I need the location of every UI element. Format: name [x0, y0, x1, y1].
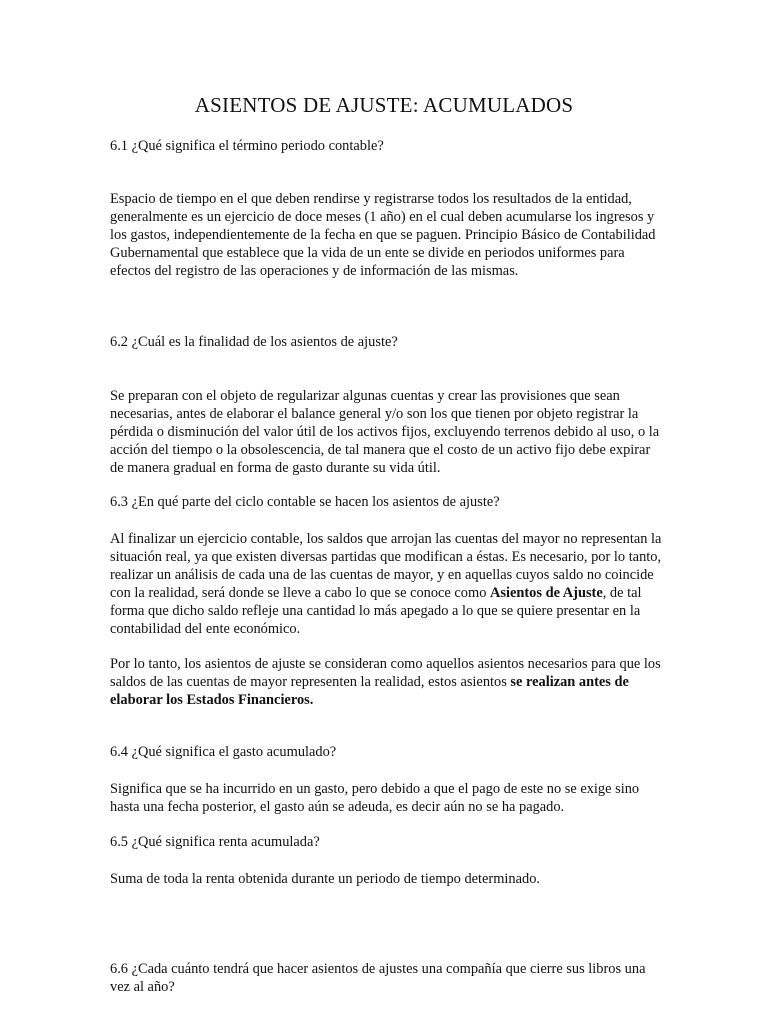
answer-6-3-paragraph-2 [110, 655, 662, 709]
answer-6-3-text: Al finalizar un ejercicio contable, los saldos que arrojan las cuentas del mayor no representan la situación real, ya que existen diversas partidas que modifican a éstas. Es necesario, por lo tanto, realizar un análisis de cada una de las cuentas de mayor, y en aquellas cuyos saldo no coincide con la realidad, será donde se lleve a cabo lo que se conoce como [110, 531, 662, 601]
answer-6-3-p2-text: Por lo tanto, los asientos de ajuste se consideran como aquellos asientos necesarios para que los saldos de las cuentas de mayor representen la realidad, estos asientos [110, 656, 661, 690]
answer-6-3-bold-term: Asientos de Ajuste [490, 585, 603, 601]
question-6-6: 6.6 ¿Cada cuánto tendrá que hacer asientos de ajustes una compañía que cierre sus libros una vez al año? [110, 961, 646, 995]
question-6-3: 6.3 ¿En qué parte del ciclo contable se hacen los asientos de ajuste? [110, 494, 500, 510]
answer-6-1: Espacio de tiempo en el que deben rendirse y registrarse todos los resultados de la entidad, generalmente es un ejercicio de doce meses (1 año) en el cual deben acumularse los ingresos y los gastos, independientemente de la fecha en que se paguen. Principio Básico de Contabilidad Gubernamental que establece que la vida de un ente se divide en periodos uniformes para efectos del registro de las operaciones y de información de las mismas. [110, 191, 656, 279]
answer-6-3-p2-bold: se realizan antes de elaborar los Estados Financieros. [110, 674, 629, 708]
answer-6-4: Significa que se ha incurrido en un gasto, pero debido a que el pago de este no se exige sino hasta una fecha posterior, el gasto aún se adeuda, es decir aún no se ha pagado. [110, 781, 640, 815]
question-6-5: 6.5 ¿Qué significa renta acumulada? [110, 834, 320, 850]
answer-6-3-text-end: , de tal forma que dicho saldo refleje una cantidad lo más apegado a lo que se quiere presentar en la contabilidad del ente económico. [110, 585, 642, 637]
question-6-2: 6.2 ¿Cuál es la finalidad de los asientos de ajuste? [110, 334, 398, 350]
answer-6-3-paragraph-1 [110, 530, 662, 638]
question-6-1: 6.1 ¿Qué significa el término periodo contable? [110, 138, 384, 154]
answer-6-2: Se preparan con el objeto de regularizar algunas cuentas y crear las provisiones que sean necesarias, antes de elaborar el balance general y/o son los que tienen por objeto registrar la pérdida o disminución del valor útil de los activos fijos, excluyendo terrenos debido al uso, o la acción del tiempo o la obsolescencia, de tal manera que el costo de un activo fijo debe expirar de manera gradual en forma de gasto durante su vida útil. [110, 388, 660, 476]
question-6-4: 6.4 ¿Qué significa el gasto acumulado? [110, 744, 337, 760]
answer-6-5: Suma de toda la renta obtenida durante un periodo de tiempo determinado. [110, 871, 540, 887]
document-title: ASIENTOS DE AJUSTE: ACUMULADOS [194, 93, 574, 117]
